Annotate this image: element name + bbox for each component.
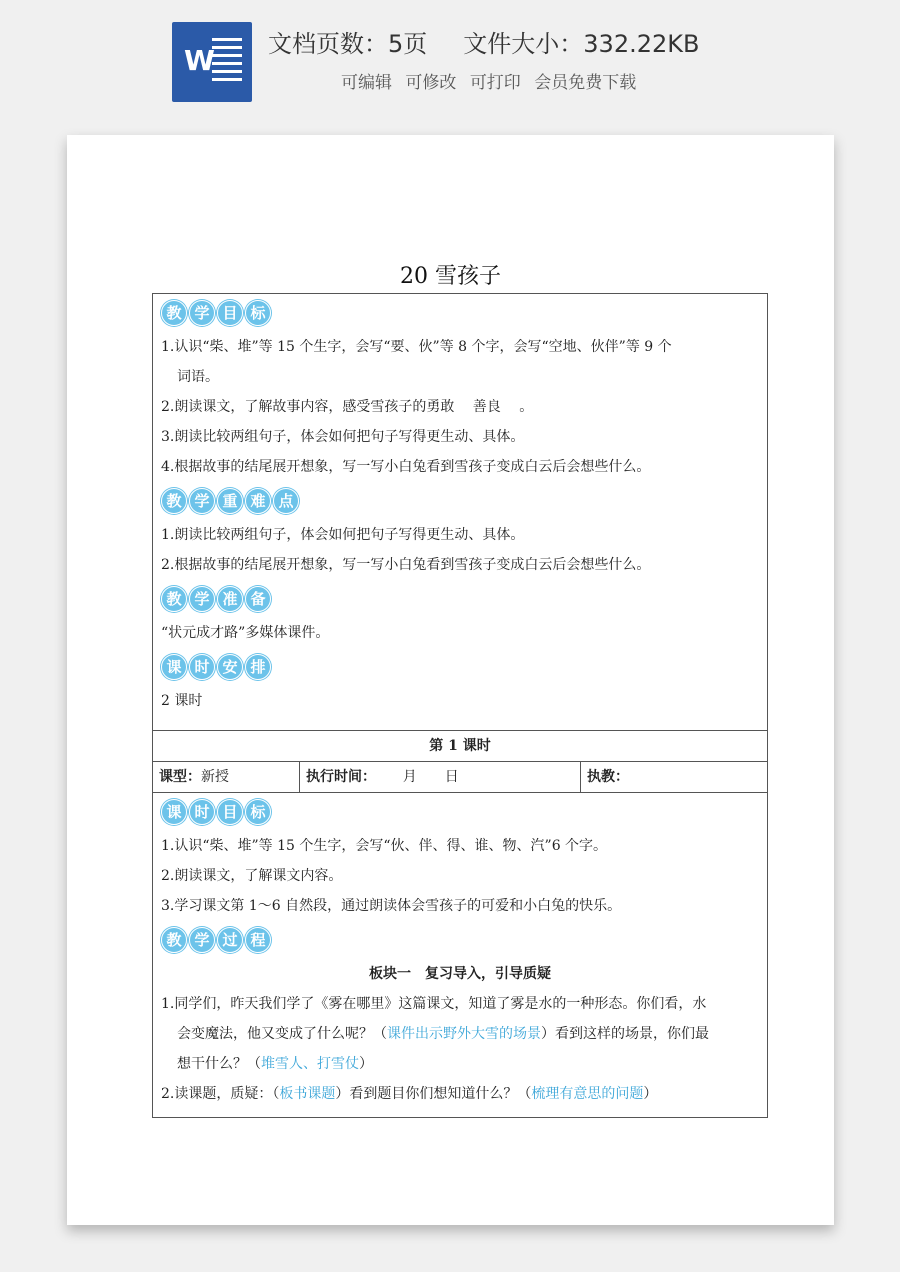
process-para: [161, 1079, 759, 1109]
block-title: 板块一 复习导入，引导质疑: [369, 966, 551, 982]
heading-key-points: [161, 488, 759, 516]
word-document-icon: [172, 22, 252, 102]
process-para-cont: [161, 1049, 759, 1079]
heading-schedule: [161, 654, 759, 682]
heading-char: 教: [161, 927, 187, 953]
lesson-section: [153, 799, 767, 1117]
lesson-plan-table: [152, 293, 768, 1118]
teacher-note: 梳理有意思的问题: [531, 1086, 644, 1102]
heading-char: 标: [245, 799, 271, 825]
exec-time-label: 执行时间：: [306, 769, 376, 785]
lesson-goal-item: 2.朗读课文，了解课文内容。: [161, 868, 343, 884]
heading-char: 难: [245, 488, 271, 514]
goal-item: 3.朗读比较两组句子，体会如何把句子写得更生动、具体。: [161, 429, 525, 445]
heading-char: 时: [189, 799, 215, 825]
feature-modifiable: 可修改: [405, 73, 457, 93]
page-count: 文档页数：5页: [268, 30, 428, 58]
heading-char: 学: [189, 300, 215, 326]
heading-char: 过: [217, 927, 243, 953]
heading-char: 安: [217, 654, 243, 680]
goal-item: 4.根据故事的结尾展开想象，写一写小白兔看到雪孩子变成白云后会想些什么。: [161, 459, 651, 475]
process-para-cont: [161, 1019, 759, 1049]
heading-char: 课: [161, 654, 187, 680]
heading-teaching-goals: [161, 300, 759, 328]
text-run: 会变魔法，他又变成了什么呢？（: [177, 1026, 387, 1042]
feature-list: [341, 68, 644, 93]
overview-section: [153, 300, 767, 731]
goal-item-cont: 词语。: [177, 369, 219, 385]
lesson-goal-item: 3.学习课文第 1～6 自然段，通过朗读体会雪孩子的可爱和小白兔的快乐。: [161, 898, 622, 914]
teacher-label: 执教：: [587, 769, 629, 785]
feature-printable: 可打印: [469, 73, 521, 93]
heading-char: 学: [189, 488, 215, 514]
heading-char: 教: [161, 488, 187, 514]
text-run: ）: [643, 1086, 658, 1102]
lesson-type-value: 新授: [201, 769, 229, 785]
heading-char: 学: [189, 927, 215, 953]
schedule-text: 2 课时: [161, 693, 203, 709]
text-run: ）看到题目你们想知道什么？（: [335, 1086, 532, 1102]
teacher-note: 堆雪人、打雪仗: [261, 1056, 359, 1072]
prep-text: “状元成才路”多媒体课件。: [161, 625, 330, 641]
heading-char: 排: [245, 654, 271, 680]
process-para: 1.同学们，昨天我们学了《雾在哪里》这篇课文，知道了雾是水的一种形态。你们看，水: [161, 996, 707, 1012]
heading-char: 标: [245, 300, 271, 326]
heading-char: 准: [217, 586, 243, 612]
feature-editable: 可编辑: [341, 73, 392, 93]
teacher-cell: [581, 762, 767, 792]
download-banner: [0, 0, 900, 120]
heading-char: 备: [245, 586, 271, 612]
heading-preparation: [161, 586, 759, 614]
heading-lesson-goals: [161, 799, 759, 827]
heading-teaching-process: [161, 927, 759, 955]
key-item: 2.根据故事的结尾展开想象，写一写小白兔看到雪孩子变成白云后会想些什么。: [161, 557, 651, 573]
file-info: [268, 24, 699, 59]
exec-time-cell: [300, 762, 581, 792]
goal-item: 2.朗读课文，了解故事内容，感受雪孩子的勇敢 善良 。: [161, 399, 534, 415]
lesson-type-cell: [153, 762, 300, 792]
lesson-type-label: 课型：: [159, 769, 201, 785]
document-title: 20 雪孩子: [400, 264, 501, 289]
heading-char: 点: [273, 488, 299, 514]
heading-char: 课: [161, 799, 187, 825]
heading-char: 教: [161, 300, 187, 326]
lesson-goal-item: 1.认识“柴、堆”等 15 个生字，会写“伙、伴、得、谁、物、汽”6 个字。: [161, 838, 608, 854]
feature-free-download: 会员免费下载: [534, 73, 637, 93]
key-item: 1.朗读比较两组句子，体会如何把句子写得更生动、具体。: [161, 527, 525, 543]
heading-char: 程: [245, 927, 271, 953]
heading-char: 学: [189, 586, 215, 612]
heading-char: 重: [217, 488, 243, 514]
exec-time-value: 月 日: [402, 769, 459, 785]
text-run: ）: [359, 1056, 373, 1072]
heading-char: 时: [189, 654, 215, 680]
lesson-meta-row: [153, 762, 767, 793]
heading-char: 教: [161, 586, 187, 612]
heading-char: 目: [217, 799, 243, 825]
word-icon-letter: W: [184, 44, 215, 77]
text-run: 想干什么？（: [177, 1056, 261, 1072]
goal-item: 1.认识“柴、堆”等 15 个生字，会写“要、伙”等 8 个字，会写“空地、伙伴”等 9 个: [161, 339, 672, 355]
text-run: ）看到这样的场景，你们最: [541, 1026, 709, 1042]
lesson-title: 第 1 课时: [153, 731, 767, 762]
file-size: 文件大小：332.22KB: [463, 30, 700, 58]
document-page: [67, 135, 834, 1225]
teacher-note: 板书课题: [279, 1086, 336, 1102]
heading-char: 目: [217, 300, 243, 326]
text-run: 2.读课题，质疑：（: [161, 1086, 280, 1102]
teacher-note: 课件出示野外大雪的场景: [387, 1026, 541, 1042]
